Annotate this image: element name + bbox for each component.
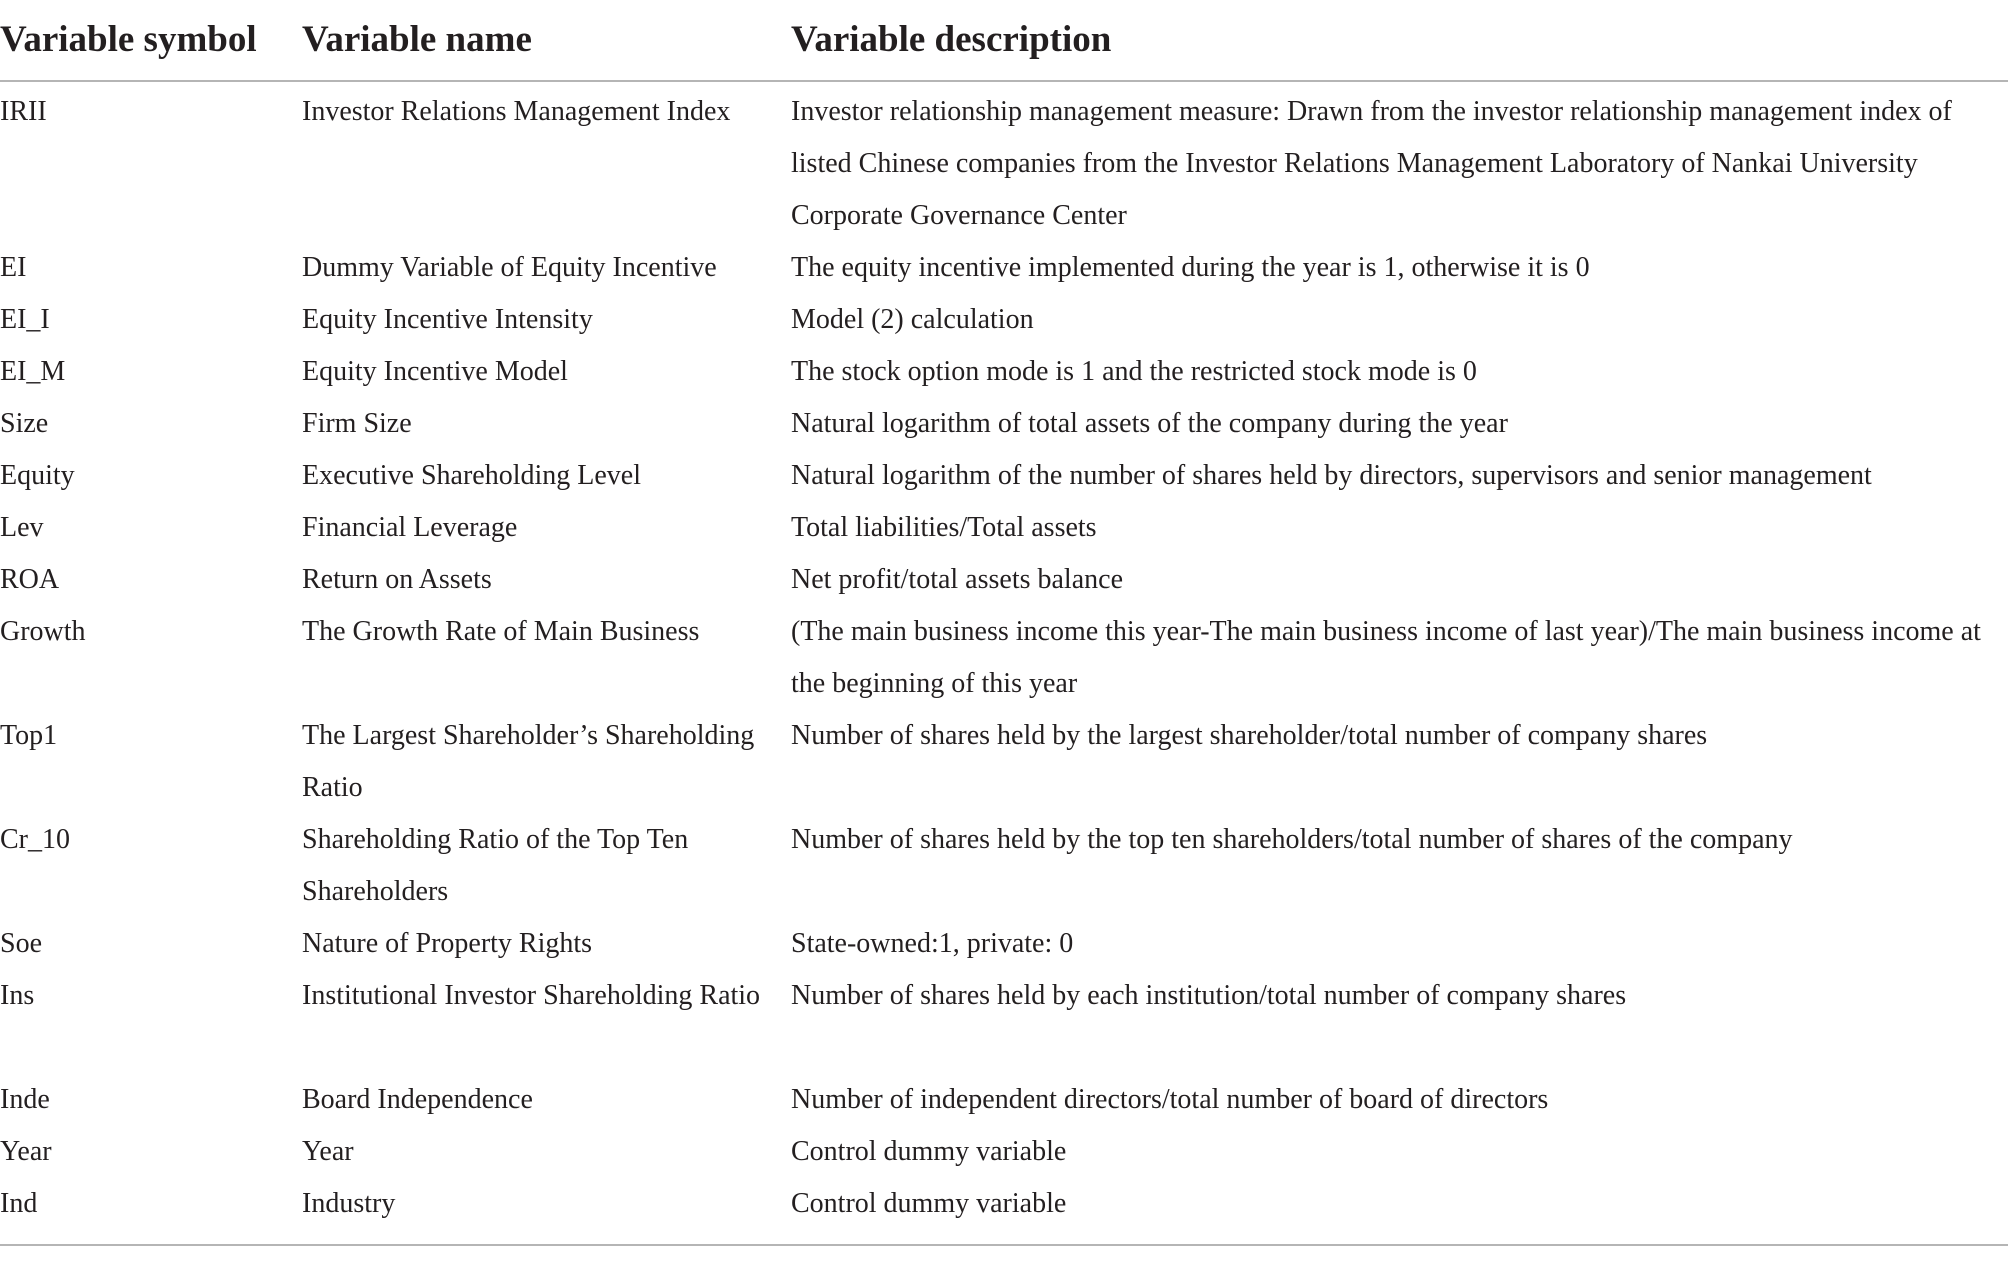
table-row bbox=[0, 1178, 2008, 1230]
table-row bbox=[0, 1126, 2008, 1178]
cell-variable-symbol: Top1 bbox=[0, 720, 58, 751]
cell-variable-name: Nature of Property Rights bbox=[302, 928, 593, 959]
cell-variable-description: Number of shares held by each institution/total number of company shares bbox=[791, 980, 1627, 1011]
cell-variable-name: Institutional Investor Shareholding Ratio bbox=[302, 980, 761, 1011]
table-row bbox=[0, 502, 2008, 554]
cell-variable-description: The equity incentive implemented during the year is 1, otherwise it is 0 bbox=[791, 252, 1590, 283]
cell-variable-name: Shareholding Ratio of the Top Ten Shareholders bbox=[302, 824, 689, 907]
table-row bbox=[0, 398, 2008, 450]
table-row bbox=[0, 710, 2008, 814]
cell-variable-name: The Largest Shareholder’s Shareholding Ratio bbox=[302, 720, 755, 803]
cell-variable-name: Investor Relations Management Index bbox=[302, 96, 731, 127]
table-header-row bbox=[0, 0, 2008, 82]
table-row bbox=[0, 450, 2008, 502]
table-row bbox=[0, 1074, 2008, 1126]
table-body bbox=[0, 82, 2008, 1230]
table-row bbox=[0, 346, 2008, 398]
cell-variable-description: Control dummy variable bbox=[791, 1188, 1067, 1219]
cell-variable-description: Net profit/total assets balance bbox=[791, 564, 1123, 595]
cell-variable-description: Control dummy variable bbox=[791, 1136, 1067, 1167]
table-row bbox=[0, 970, 2008, 1074]
cell-variable-symbol: Ins bbox=[0, 980, 35, 1011]
cell-variable-description: Number of shares held by the largest shareholder/total number of company shares bbox=[791, 720, 1708, 751]
cell-variable-description: Total liabilities/Total assets bbox=[791, 512, 1097, 543]
cell-variable-description: Natural logarithm of total assets of the company during the year bbox=[791, 408, 1508, 439]
cell-variable-symbol: IRII bbox=[0, 96, 47, 127]
cell-variable-name: Financial Leverage bbox=[302, 512, 518, 543]
cell-variable-name: Industry bbox=[302, 1188, 396, 1219]
cell-variable-name: Firm Size bbox=[302, 408, 412, 439]
cell-variable-symbol: Lev bbox=[0, 512, 44, 543]
table-row bbox=[0, 294, 2008, 346]
cell-variable-symbol: EI_I bbox=[0, 304, 50, 335]
cell-variable-description: Number of independent directors/total number of board of directors bbox=[791, 1084, 1549, 1115]
cell-variable-name: Board Independence bbox=[302, 1084, 533, 1115]
cell-variable-symbol: Soe bbox=[0, 928, 42, 959]
cell-variable-description: Model (2) calculation bbox=[791, 304, 1034, 335]
cell-variable-name: Year bbox=[302, 1136, 354, 1167]
cell-variable-description: State-owned:1, private: 0 bbox=[791, 928, 1074, 959]
cell-variable-symbol: ROA bbox=[0, 564, 60, 595]
cell-variable-symbol: Inde bbox=[0, 1084, 50, 1115]
cell-variable-name: Dummy Variable of Equity Incentive bbox=[302, 252, 717, 283]
cell-variable-name: Equity Incentive Model bbox=[302, 356, 568, 387]
table-row bbox=[0, 606, 2008, 710]
cell-variable-symbol: Year bbox=[0, 1136, 52, 1167]
cell-variable-symbol: EI_M bbox=[0, 356, 66, 387]
cell-variable-name: Return on Assets bbox=[302, 564, 492, 595]
cell-variable-description: (The main business income this year-The main business income of last year)/The main business income at the beginning of this year bbox=[791, 616, 1981, 699]
header-variable-symbol: Variable symbol bbox=[0, 19, 257, 60]
cell-variable-symbol: Size bbox=[0, 408, 49, 439]
table-bottom-rule bbox=[0, 1244, 2008, 1246]
table-row bbox=[0, 814, 2008, 918]
cell-variable-symbol: Ind bbox=[0, 1188, 38, 1219]
cell-variable-symbol: Equity bbox=[0, 460, 75, 491]
cell-variable-name: The Growth Rate of Main Business bbox=[302, 616, 700, 647]
cell-variable-description: Number of shares held by the top ten shareholders/total number of shares of the company bbox=[791, 824, 1793, 855]
table-row bbox=[0, 86, 2008, 242]
table-row bbox=[0, 918, 2008, 970]
cell-variable-description: The stock option mode is 1 and the restricted stock mode is 0 bbox=[791, 356, 1477, 387]
table-row bbox=[0, 242, 2008, 294]
cell-variable-symbol: Growth bbox=[0, 616, 86, 647]
cell-variable-name: Equity Incentive Intensity bbox=[302, 304, 593, 335]
cell-variable-symbol: EI bbox=[0, 252, 27, 283]
cell-variable-description: Natural logarithm of the number of shares held by directors, supervisors and senior management bbox=[791, 460, 1872, 491]
header-variable-description: Variable description bbox=[791, 19, 1112, 60]
cell-variable-name: Executive Shareholding Level bbox=[302, 460, 641, 491]
cell-variable-description: Investor relationship management measure: Drawn from the investor relationship management index of listed Chinese companies from the Investor Relations Management Laboratory of Nankai University Corporate Governance Center bbox=[791, 96, 1952, 231]
header-variable-name: Variable name bbox=[302, 19, 532, 60]
table-row bbox=[0, 554, 2008, 606]
cell-variable-symbol: Cr_10 bbox=[0, 824, 70, 855]
